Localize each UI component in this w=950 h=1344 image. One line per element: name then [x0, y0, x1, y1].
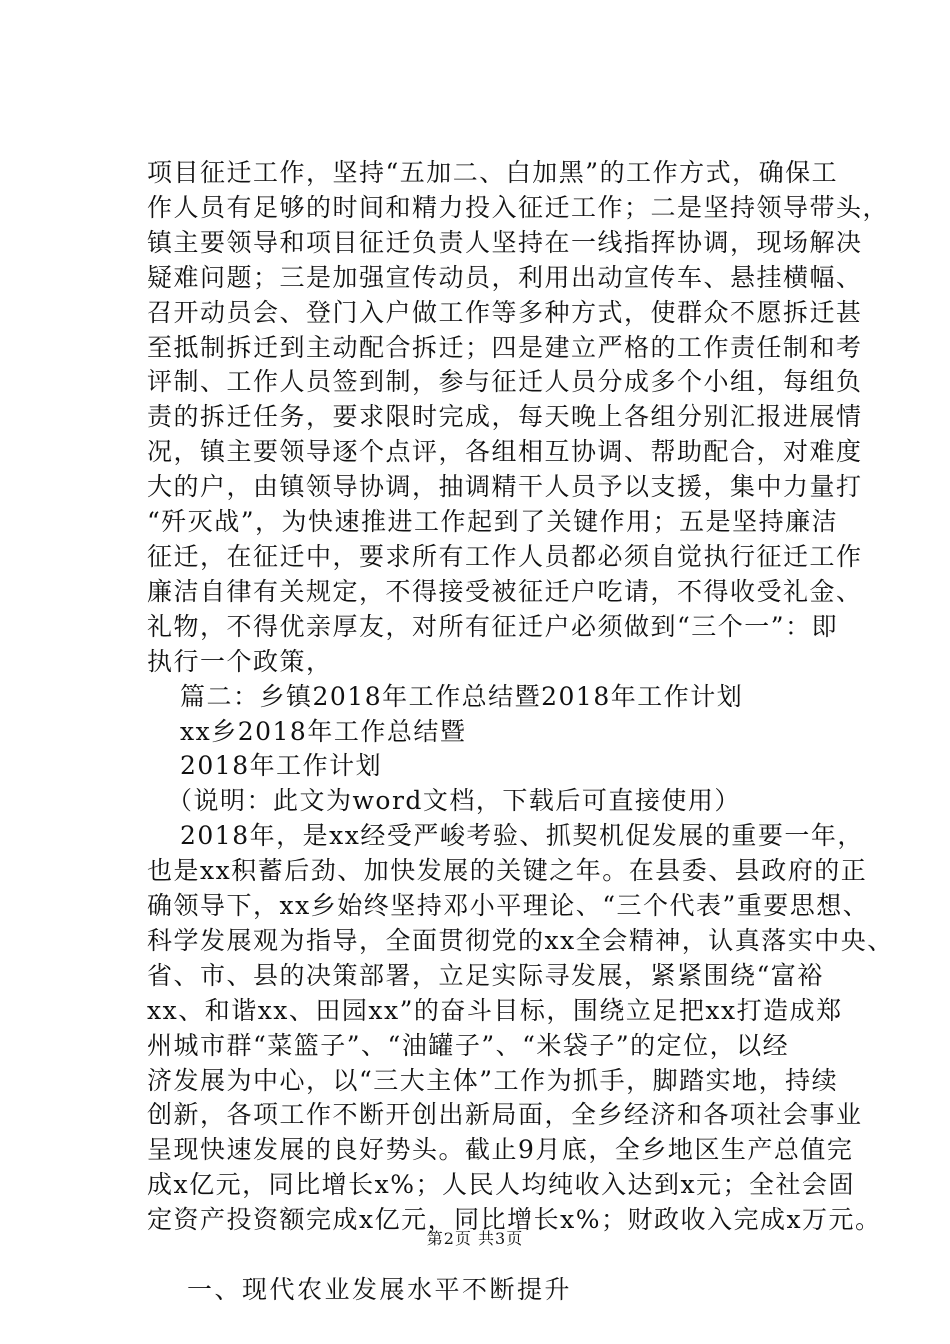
paragraph-line: 镇主要领导和项目征迁负责人坚持在一线指挥协调，现场解决 [147, 227, 863, 257]
paragraph-line: 济发展为中心，以“三大主体”工作为抓手，脚踏实地，持续 [147, 1065, 839, 1095]
paragraph-line: 征迁，在征迁中，要求所有工作人员都必须自觉执行征迁工作 [147, 541, 863, 571]
paragraph-line: 责的拆迁任务，要求限时完成，每天晚上各组分别汇报进展情 [147, 402, 863, 432]
paragraph-line: 也是xx积蓄后劲、加快发展的关键之年。在县委、县政府的正 [147, 856, 868, 886]
paragraph-line: 召开动员会、登门入户做工作等多种方式，使群众不愿拆迁甚 [147, 297, 863, 327]
paragraph-line: 成x亿元，同比增长x%；人民人均纯收入达到x元；全社会固 [147, 1170, 856, 1200]
paragraph-line: “歼灭战”，为快速推进工作起到了关键作用；五是坚持廉洁 [147, 507, 839, 537]
document-body [147, 156, 894, 1308]
section-heading: 一、现代农业发展水平不断提升 [187, 1275, 573, 1305]
paragraph-line: 确领导下，xx乡始终坚持邓小平理论、“三个代表”重要思想、 [147, 891, 870, 921]
paragraph-line: 礼物，不得优亲厚友，对所有征迁户必须做到“三个一”：即 [147, 611, 839, 641]
paragraph-line: 疑难问题；三是加强宣传动员，利用出动宣传车、悬挂横幅、 [147, 262, 863, 292]
page-footer: 第2页 共3页 [426, 1229, 524, 1248]
paragraph-line: 省、市、县的决策部署，立足实际寻发展，紧紧围绕“富裕 [147, 960, 824, 990]
section-title: 篇二：乡镇2018年工作总结暨2018年工作计划 [180, 681, 744, 711]
document-note: （说明：此文为word文档，下载后可直接使用） [167, 786, 741, 816]
paragraph-line: 况，镇主要领导逐个点评，各组相互协调、帮助配合，对难度 [147, 437, 863, 467]
paragraph-line: 大的户，由镇领导协调，抽调精干人员予以支援，集中力量打 [147, 472, 863, 502]
paragraph-line: 州城市群“菜篮子”、“油罐子”、“米袋子”的定位，以经 [147, 1030, 790, 1060]
paragraph-line: 呈现快速发展的良好势头。截止9月底，全乡地区生产总值完 [147, 1135, 854, 1165]
paragraph-line: 科学发展观为指导，全面贯彻党的xx全会精神，认真落实中央、 [147, 925, 894, 955]
paragraph-line: xx、和谐xx、田园xx”的奋斗目标，围绕立足把xx打造成郑 [147, 995, 843, 1025]
paragraph-line: 定资产投资额完成x亿元，同比增长x%；财政收入完成x万元。 [147, 1205, 882, 1235]
document-subtitle: 2018年工作计划 [180, 751, 383, 781]
paragraph-line: 2018年，是xx经受严峻考验、抓契机促发展的重要一年， [180, 821, 864, 851]
document-title: xx乡2018年工作总结暨 [180, 716, 467, 746]
paragraph-line: 作人员有足够的时间和精力投入征迁工作；二是坚持领导带头， [147, 192, 890, 222]
paragraph-line: 执行一个政策， [147, 646, 333, 676]
paragraph-line: 评制、工作人员签到制，参与征迁人员分成多个小组，每组负 [147, 367, 863, 397]
paragraph-line: 创新，各项工作不断开创出新局面，全乡经济和各项社会事业 [147, 1100, 863, 1130]
paragraph-line: 项目征迁工作，坚持“五加二、白加黑”的工作方式，确保工 [147, 158, 839, 187]
paragraph-line: 廉洁自律有关规定，不得接受被征迁户吃请，不得收受礼金、 [147, 576, 863, 606]
paragraph-line: 至抵制拆迁到主动配合拆迁；四是建立严格的工作责任制和考 [147, 332, 863, 362]
